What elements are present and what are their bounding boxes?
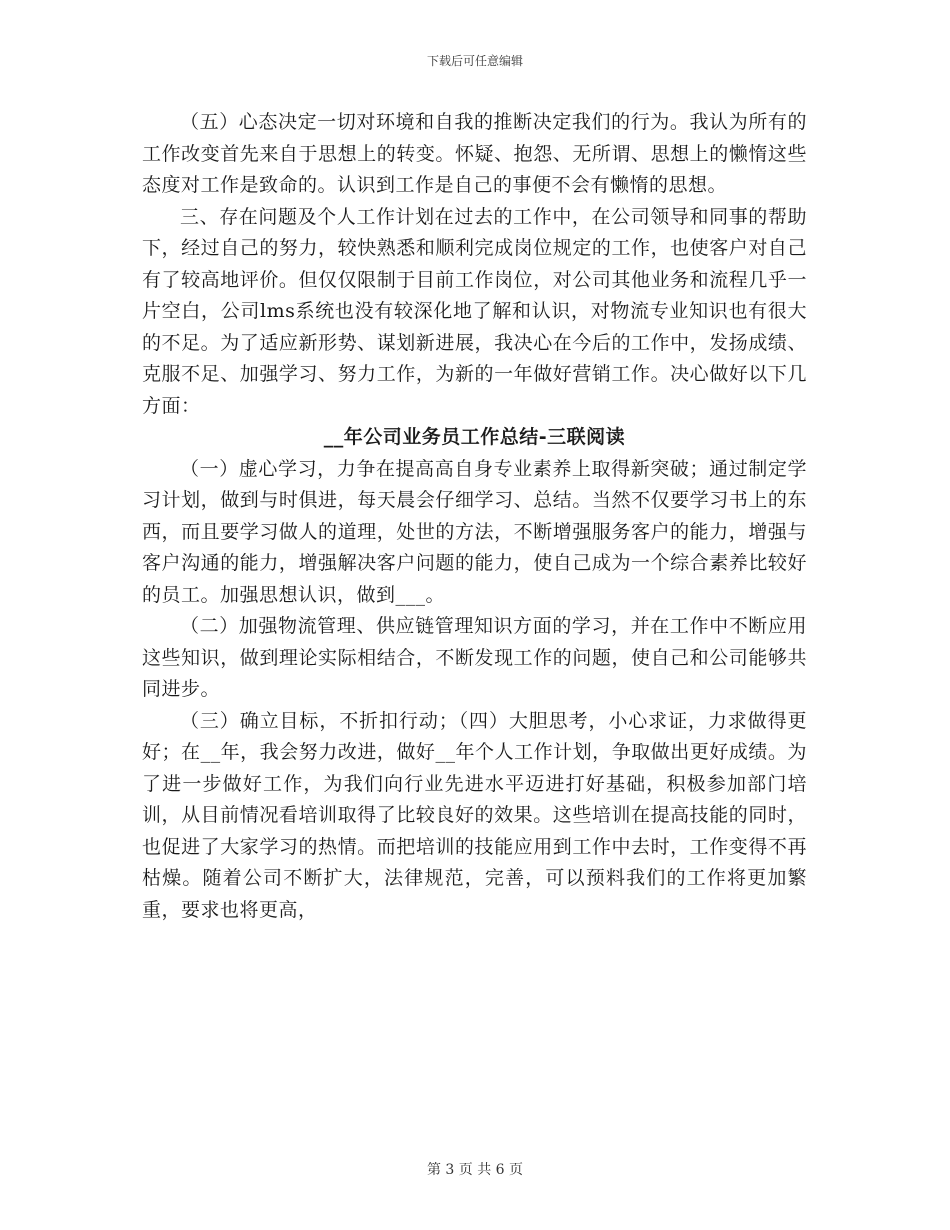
paragraph-two: （二）加强物流管理、供应链管理知识方面的学习，并在工作中不断应用这些知识，做到理论实际相结合，不断发现工作的问题，使自己和公司能够共同进步。 bbox=[142, 615, 807, 700]
page-number-footer: 第 3 页 共 6 页 bbox=[426, 1162, 524, 1178]
paragraph-one: （一）虚心学习，力争在提高高自身专业素养上取得新突破；通过制定学习计划，做到与时俱进，每天晨会仔细学习、总结。当然不仅要学习书上的东西，而且要学习做人的道理，处世的方法，不断增强服务客户的能力，增强与客户沟通的能力，增强解决客户问题的能力，使自己成为一个综合素养比较好的员工。加强思想认识，做到___。 bbox=[142, 457, 807, 606]
section-title: __年公司业务员工作总结-三联阅读 bbox=[323, 426, 626, 448]
document-body bbox=[142, 107, 807, 926]
header-note: 下载后可任意编辑 bbox=[426, 54, 523, 68]
paragraph-five: （五）心态决定一切对环境和自我的推断决定我们的行为。我认为所有的工作改变首先来自于思想上的转变。怀疑、抱怨、无所谓、思想上的懒惰这些态度对工作是致命的。认识到工作是自己的事便不会有懒惰的思想。 bbox=[142, 111, 807, 196]
paragraph-three-four: （三）确立目标，不折扣行动；（四）大胆思考，小心求证，力求做得更好；在__年，我会努力改进，做好__年个人工作计划，争取做出更好成绩。为了进一步做好工作，为我们向行业先进水平迈进打好基础，积极参加部门培训，从目前情况看培训取得了比较良好的效果。这些培训在提高技能的同时，也促进了大家学习的热情。而把培训的技能应用到工作中去时，工作变得不再枯燥。随着公司不断扩大，法律规范，完善，可以预料我们的工作将更加繁重，要求也将更高， bbox=[142, 709, 807, 921]
paragraph-problems-plan: 三、存在问题及个人工作计划在过去的工作中，在公司领导和同事的帮助下，经过自己的努力，较快熟悉和顺利完成岗位规定的工作，也使客户对自己有了较高地评价。但仅仅限制于目前工作岗位，对公司其他业务和流程几乎一片空白，公司lms系统也没有较深化地了解和认识，对物流专业知识也有很大的不足。为了适应新形势、谋划新进展，我决心在今后的工作中，发扬成绩、克服不足、加强学习、努力工作，为新的一年做好营销工作。决心做好以下几方面： bbox=[142, 205, 807, 417]
